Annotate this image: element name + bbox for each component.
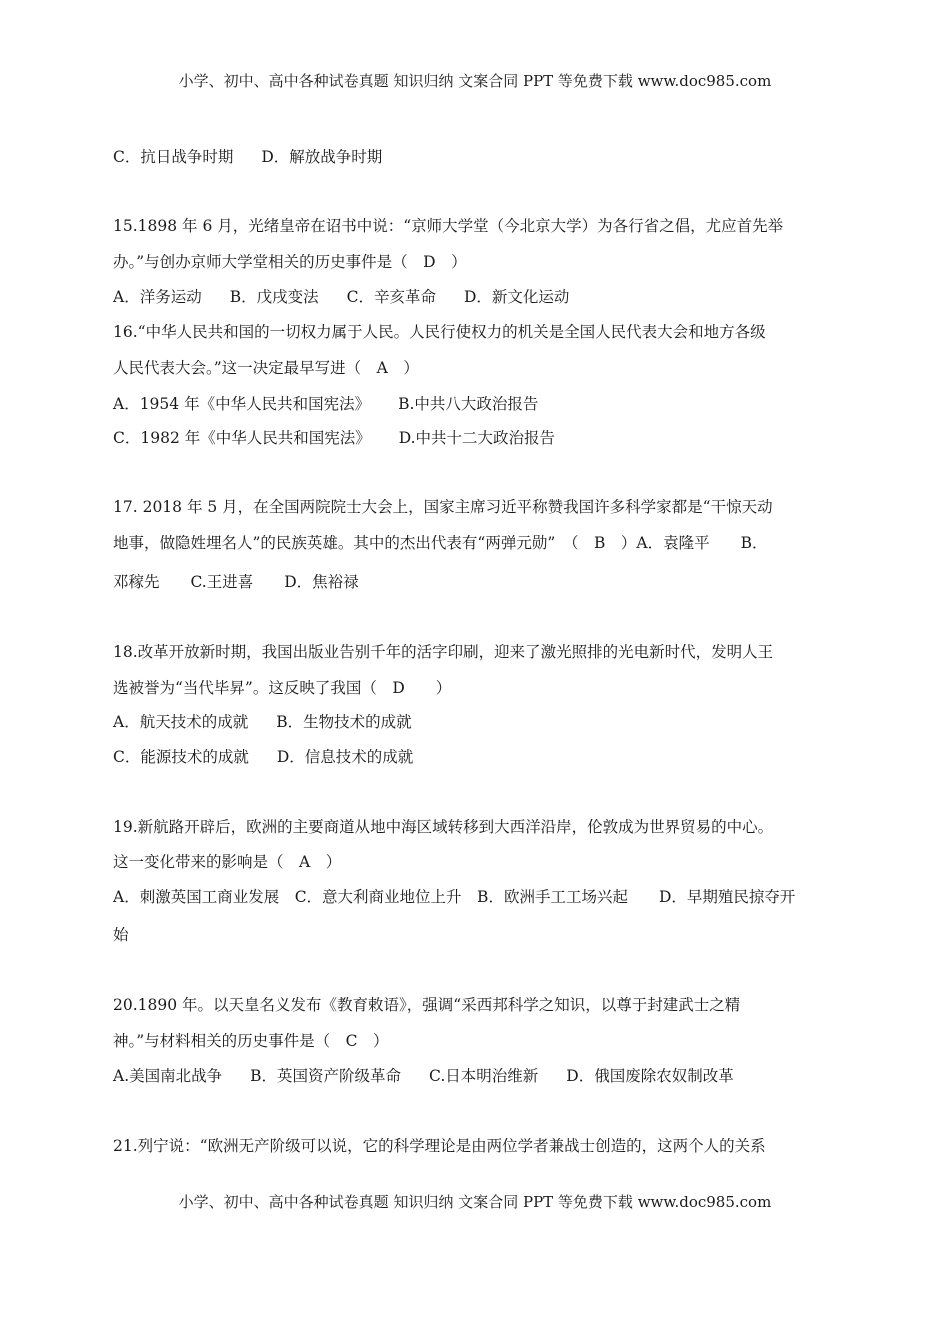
q16-option-b: B.中共八大政治报告 [398, 395, 539, 413]
q17-stem-line3: 邓稼先 C.王进喜 D．焦裕禄 [113, 573, 359, 591]
q14-options-cd [113, 146, 382, 168]
q16-options-ab [113, 393, 538, 415]
q20-stem-line1: 20.1890 年。以天皇名义发布《教育敕语》，强调“采西邦科学之知识，以尊于封建武士之精 [113, 996, 741, 1014]
q21-stem-line1: 21.列宁说：“欧洲无产阶级可以说，它的科学理论是由两位学者兼战士创造的，这两个人的关系 [113, 1137, 766, 1155]
q15-option-b: B．戊戌变法 [229, 288, 319, 306]
q15-option-c: C．辛亥革命 [346, 288, 436, 306]
q17-stem-line2: 地事，做隐姓埋名人”的民族英雄。其中的杰出代表有“两弹元勋” （ B ）A．袁隆平 B． [113, 534, 768, 552]
q14-option-c: C．抗日战争时期 [113, 148, 234, 166]
q18-option-d: D．信息技术的成就 [276, 748, 414, 766]
q19-stem-line1: 19.新航路开辟后，欧洲的主要商道从地中海区域转移到大西洋沿岸，伦敦成为世界贸易的中心。 [113, 818, 774, 836]
q16-stem-line2: 人民代表大会。”这一决定最早写进（ A ） [113, 359, 419, 377]
q18-options-ab [113, 711, 412, 733]
q20-option-c: C.日本明治维新 [429, 1067, 539, 1085]
q15-option-a: A．洋务运动 [113, 288, 202, 306]
q16-option-c: C．1982 年《中华人民共和国宪法》 [113, 429, 371, 447]
q15-stem-line2: 办。”与创办京师大学堂相关的历史事件是（ D ） [113, 253, 467, 271]
q20-option-a: A.美国南北战争 [113, 1067, 223, 1085]
page-footer: 小学、初中、高中各种试卷真题 知识归纳 文案合同 PPT 等免费下载 www.doc985.com [178, 1193, 772, 1211]
q14-option-d: D．解放战争时期 [261, 148, 383, 166]
q20-option-d: D．俄国废除农奴制改革 [566, 1067, 734, 1085]
q18-option-c: C．能源技术的成就 [113, 748, 249, 766]
q19-options-wrap: 始 [113, 926, 129, 944]
q20-stem-line2: 神。”与材料相关的历史事件是（ C ） [113, 1032, 389, 1050]
q16-options-cd [113, 427, 555, 449]
q19-options-line: A．刺激英国工商业发展 C．意大利商业地位上升 B．欧洲手工工场兴起 D．早期殖民掠夺开 [113, 888, 796, 906]
q16-option-a: A．1954 年《中华人民共和国宪法》 [113, 395, 371, 413]
q16-option-d: D.中共十二大政治报告 [398, 429, 556, 447]
q15-stem-line1: 15.1898 年 6 月，光绪皇帝在诏书中说：“京师大学堂（今北京大学）为各行省之倡，尤应首先举 [113, 217, 784, 235]
q17-stem-line1: 17. 2018 年 5 月，在全国两院院士大会上，国家主席习近平称赞我国许多科学家都是“干惊天动 [113, 498, 773, 516]
q18-options-cd [113, 746, 413, 768]
q18-stem-line2: 选被誉为“当代毕昇”。这反映了我国（ D ） [113, 679, 452, 697]
q15-options [113, 286, 569, 308]
page-header: 小学、初中、高中各种试卷真题 知识归纳 文案合同 PPT 等免费下载 www.doc985.com [178, 72, 772, 90]
q16-stem-line1: 16.“中华人民共和国的一切权力属于人民。人民行使权力的机关是全国人民代表大会和地方各级 [113, 323, 766, 341]
q18-option-a: A．航天技术的成就 [113, 713, 249, 731]
q18-option-b: B．生物技术的成就 [276, 713, 412, 731]
q18-stem-line1: 18.改革开放新时期，我国出版业告别千年的活字印刷，迎来了激光照排的光电新时代，发明人王 [113, 643, 774, 661]
q20-option-b: B．英国资产阶级革命 [250, 1067, 402, 1085]
q19-stem-line2: 这一变化带来的影响是（ A ） [113, 853, 342, 871]
q15-option-d: D．新文化运动 [463, 288, 570, 306]
q20-options [113, 1065, 734, 1087]
